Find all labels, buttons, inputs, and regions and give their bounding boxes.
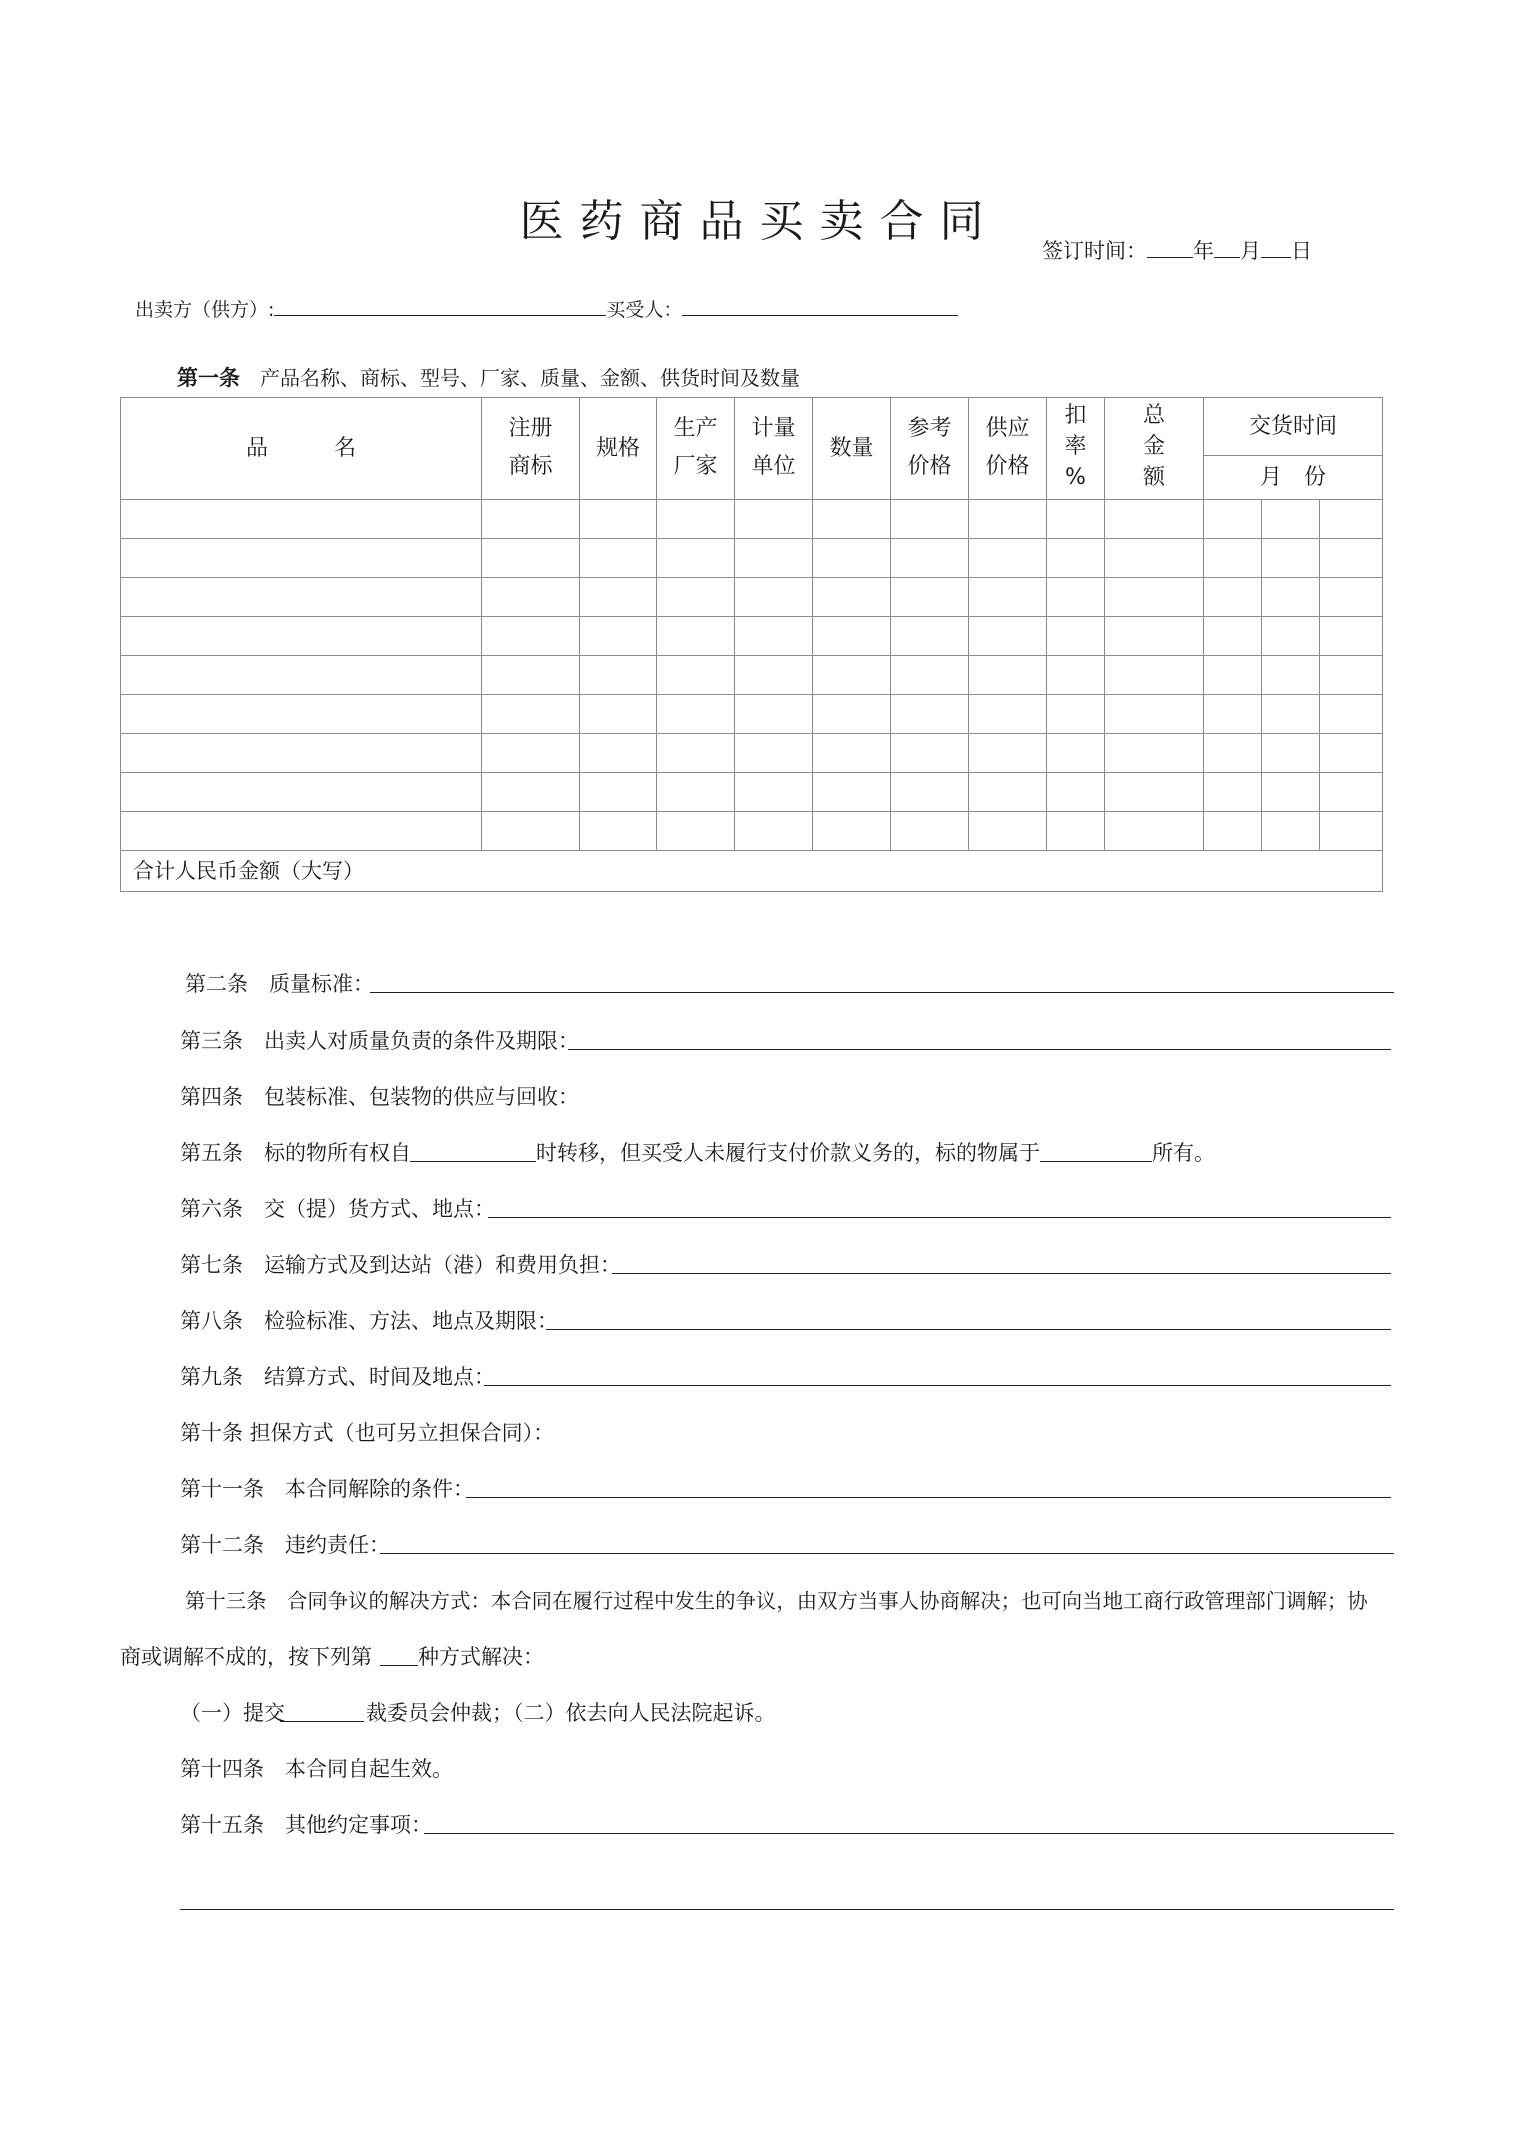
table-cell[interactable]: [1320, 773, 1383, 812]
table-cell[interactable]: [891, 656, 969, 695]
article-5-text-a: 第五条 标的物所有权自: [180, 1141, 411, 1165]
table-cell[interactable]: [657, 695, 735, 734]
table-cell[interactable]: [813, 695, 891, 734]
table-cell[interactable]: [1262, 695, 1320, 734]
table-cell[interactable]: [1262, 539, 1320, 578]
table-cell[interactable]: [121, 500, 482, 539]
table-cell[interactable]: [121, 578, 482, 617]
table-cell[interactable]: [813, 656, 891, 695]
header-spec: 规格: [580, 398, 657, 500]
article-4-text: 第四条 包装标准、包装物的供应与回收：: [180, 1085, 579, 1109]
sign-date-label: 签订时间：: [1042, 239, 1147, 263]
table-cell[interactable]: [1204, 773, 1262, 812]
table-row: [121, 773, 1383, 812]
table-cell[interactable]: [891, 695, 969, 734]
table-cell[interactable]: [580, 656, 657, 695]
table-cell[interactable]: [121, 734, 482, 773]
table-cell[interactable]: [891, 734, 969, 773]
table-cell[interactable]: [1204, 656, 1262, 695]
article-1-text: 产品名称、商标、型号、厂家、质量、金额、供货时间及数量: [260, 366, 800, 390]
table-cell[interactable]: [482, 656, 580, 695]
table-cell[interactable]: [1047, 734, 1105, 773]
table-row: [121, 656, 1383, 695]
sign-date: [1042, 235, 1312, 265]
table-cell[interactable]: [482, 539, 580, 578]
table-cell[interactable]: [813, 539, 891, 578]
table-cell[interactable]: [735, 734, 813, 773]
table-cell[interactable]: [121, 812, 482, 851]
table-cell[interactable]: [1262, 617, 1320, 656]
article-7-text: 第七条 运输方式及到达站（港）和费用负担：: [180, 1253, 621, 1277]
table-cell[interactable]: [1047, 500, 1105, 539]
day-blank[interactable]: [1261, 239, 1291, 258]
table-cell[interactable]: [969, 773, 1047, 812]
article-13-text-b: 商或调解不成的，按下列第: [120, 1645, 372, 1669]
table-cell[interactable]: [657, 734, 735, 773]
table-cell[interactable]: [891, 578, 969, 617]
table-cell[interactable]: [1320, 500, 1383, 539]
article-9-text: 第九条 结算方式、时间及地点：: [180, 1365, 495, 1389]
article-8-blank[interactable]: [546, 1329, 1391, 1330]
table-cell[interactable]: [1204, 734, 1262, 773]
article-14-text: 第十四条 本合同自起生效。: [180, 1757, 453, 1781]
table-cell[interactable]: [1047, 578, 1105, 617]
table-row: [121, 812, 1383, 851]
article-13-text-d: （一）提交: [180, 1701, 285, 1725]
table-cell[interactable]: [1320, 578, 1383, 617]
table-cell[interactable]: [735, 578, 813, 617]
article-12-blank[interactable]: [380, 1553, 1394, 1554]
table-cell[interactable]: [891, 539, 969, 578]
table-cell[interactable]: [1105, 617, 1204, 656]
table-cell[interactable]: [482, 812, 580, 851]
table-cell[interactable]: [1105, 773, 1204, 812]
total-amount-row[interactable]: 合计人民币金额（大写）: [121, 851, 1383, 892]
day-label: 日: [1291, 239, 1312, 263]
seller-label: 出卖方（供方）:: [135, 299, 275, 321]
table-cell[interactable]: [1262, 656, 1320, 695]
article-1: [177, 362, 800, 392]
table-cell[interactable]: [580, 617, 657, 656]
table-cell[interactable]: [580, 578, 657, 617]
table-row: [121, 578, 1383, 617]
article-15-blank[interactable]: [424, 1833, 1394, 1834]
table-cell[interactable]: [121, 539, 482, 578]
table-cell[interactable]: [1320, 734, 1383, 773]
table-cell[interactable]: [1262, 734, 1320, 773]
table-cell[interactable]: [735, 695, 813, 734]
table-cell[interactable]: [1204, 539, 1262, 578]
article-13-arbitration-blank[interactable]: [280, 1721, 364, 1722]
table-cell[interactable]: [735, 812, 813, 851]
article-15-text: 第十五条 其他约定事项：: [180, 1813, 432, 1837]
table-cell[interactable]: [1105, 539, 1204, 578]
table-cell[interactable]: [891, 617, 969, 656]
table-cell[interactable]: [1204, 578, 1262, 617]
parties-line: [135, 295, 958, 322]
table-row: [121, 695, 1383, 734]
article-13-text-a: 第十三条 合同争议的解决方式：本合同在履行过程中发生的争议，由双方当事人协商解决；也可向当地工商行政管理部门调解；协: [185, 1589, 1368, 1613]
table-cell[interactable]: [121, 656, 482, 695]
goods-table: [120, 397, 1383, 892]
seller-blank[interactable]: [274, 297, 606, 316]
table-cell[interactable]: [580, 539, 657, 578]
article-5-blank-1[interactable]: [410, 1161, 536, 1162]
table-cell[interactable]: [657, 773, 735, 812]
table-cell[interactable]: [1320, 695, 1383, 734]
year-blank[interactable]: [1147, 239, 1193, 258]
article-13-text-c: 种方式解决：: [418, 1645, 544, 1669]
table-cell[interactable]: [482, 617, 580, 656]
table-cell[interactable]: [1204, 812, 1262, 851]
header-total: 总 金 额: [1105, 398, 1204, 500]
table-cell[interactable]: [813, 812, 891, 851]
table-cell[interactable]: [482, 695, 580, 734]
table-cell[interactable]: [121, 617, 482, 656]
table-cell[interactable]: [1105, 656, 1204, 695]
table-cell[interactable]: [1262, 812, 1320, 851]
table-cell[interactable]: [969, 656, 1047, 695]
table-cell[interactable]: [891, 812, 969, 851]
table-cell[interactable]: [1320, 617, 1383, 656]
buyer-label: 买受人：: [606, 299, 683, 321]
table-cell[interactable]: [735, 773, 813, 812]
table-cell[interactable]: [657, 539, 735, 578]
article-13-choice-blank[interactable]: [380, 1665, 418, 1666]
article-6-text: 第六条 交（提）货方式、地点：: [180, 1197, 495, 1221]
article-6-blank[interactable]: [488, 1217, 1391, 1218]
article-3-text: 第三条 出卖人对质量负责的条件及期限：: [180, 1029, 579, 1053]
table-row: [121, 617, 1383, 656]
header-qty: 数量: [813, 398, 891, 500]
table-cell[interactable]: [657, 500, 735, 539]
table-cell[interactable]: [1105, 578, 1204, 617]
table-cell[interactable]: [1262, 578, 1320, 617]
header-name: 品 名: [121, 398, 482, 500]
table-cell[interactable]: [1320, 656, 1383, 695]
article-3-blank[interactable]: [568, 1049, 1391, 1050]
table-row: [121, 500, 1383, 539]
table-cell[interactable]: [891, 500, 969, 539]
table-cell[interactable]: [969, 578, 1047, 617]
month-label: 月: [1240, 239, 1261, 263]
buyer-blank[interactable]: [682, 297, 958, 316]
table-cell[interactable]: [735, 656, 813, 695]
table-cell[interactable]: [735, 500, 813, 539]
article-5-text-c: 所有。: [1152, 1141, 1215, 1165]
table-cell[interactable]: [969, 695, 1047, 734]
table-cell[interactable]: [657, 656, 735, 695]
table-cell[interactable]: [1204, 617, 1262, 656]
table-cell[interactable]: [1105, 812, 1204, 851]
header-ref-price: 参考 价格: [891, 398, 969, 500]
month-blank[interactable]: [1214, 239, 1240, 258]
table-cell[interactable]: [482, 578, 580, 617]
table-cell[interactable]: [1047, 773, 1105, 812]
table-cell[interactable]: [657, 617, 735, 656]
article-5-text-b: 时转移，但买受人未履行支付价款义务的，标的物属于: [536, 1141, 1040, 1165]
table-cell[interactable]: [813, 500, 891, 539]
article-7-blank[interactable]: [612, 1273, 1391, 1274]
table-cell[interactable]: [1047, 539, 1105, 578]
article-9-blank[interactable]: [484, 1385, 1391, 1386]
table-cell[interactable]: [969, 539, 1047, 578]
table-cell[interactable]: [1204, 695, 1262, 734]
article-11-blank[interactable]: [466, 1497, 1391, 1498]
article-2-blank[interactable]: [370, 992, 1394, 993]
article-5-blank-2[interactable]: [1040, 1161, 1152, 1162]
table-cell[interactable]: [580, 695, 657, 734]
header-supply-price: 供应 价格: [969, 398, 1047, 500]
table-cell[interactable]: [969, 812, 1047, 851]
article-13-text-e: 裁委员会仲裁；（二）依去向人民法院起诉。: [366, 1701, 776, 1725]
table-cell[interactable]: [121, 773, 482, 812]
article-1-label: 第一条: [177, 366, 240, 390]
article-2-text: 第二条 质量标准：: [185, 972, 374, 996]
table-cell[interactable]: [1262, 500, 1320, 539]
article-11-text: 第十一条 本合同解除的条件：: [180, 1477, 474, 1501]
table-cell[interactable]: [1105, 695, 1204, 734]
table-cell[interactable]: [1105, 500, 1204, 539]
table-cell[interactable]: [580, 734, 657, 773]
table-cell[interactable]: [1047, 812, 1105, 851]
table-cell[interactable]: [482, 500, 580, 539]
table-cell[interactable]: [1047, 656, 1105, 695]
table-cell[interactable]: [1204, 500, 1262, 539]
table-row: [121, 539, 1383, 578]
article-8-text: 第八条 检验标准、方法、地点及期限：: [180, 1309, 558, 1333]
table-cell[interactable]: [482, 734, 580, 773]
header-maker: 生产 厂家: [657, 398, 735, 500]
year-label: 年: [1193, 239, 1214, 263]
header-delivery: 交货时间: [1204, 398, 1383, 456]
table-cell[interactable]: [580, 812, 657, 851]
table-cell[interactable]: [813, 578, 891, 617]
header-month: 月 份: [1204, 456, 1383, 500]
table-row: [121, 734, 1383, 773]
article-15-blank-2[interactable]: [180, 1909, 1394, 1910]
header-trademark: 注册 商标: [482, 398, 580, 500]
table-cell[interactable]: [969, 617, 1047, 656]
table-cell[interactable]: [1262, 773, 1320, 812]
table-cell[interactable]: [969, 500, 1047, 539]
header-discount: 扣 率 %: [1047, 398, 1105, 500]
table-cell[interactable]: [1047, 695, 1105, 734]
table-cell[interactable]: [580, 773, 657, 812]
article-12-text: 第十二条 违约责任：: [180, 1533, 390, 1557]
header-unit: 计量 单位: [735, 398, 813, 500]
table-cell[interactable]: [891, 773, 969, 812]
table-cell[interactable]: [1320, 812, 1383, 851]
table-cell[interactable]: [1047, 617, 1105, 656]
table-cell[interactable]: [969, 734, 1047, 773]
table-cell[interactable]: [121, 695, 482, 734]
table-cell[interactable]: [813, 734, 891, 773]
table-cell[interactable]: [735, 539, 813, 578]
table-cell[interactable]: [580, 500, 657, 539]
table-cell[interactable]: [657, 578, 735, 617]
table-cell[interactable]: [1320, 539, 1383, 578]
article-10-text: 第十条 担保方式（也可另立担保合同）：: [180, 1421, 555, 1445]
table-cell[interactable]: [813, 773, 891, 812]
table-cell[interactable]: [482, 773, 580, 812]
table-cell[interactable]: [657, 812, 735, 851]
contract-title: 医药商品买卖合同: [519, 196, 1000, 247]
table-cell[interactable]: [813, 617, 891, 656]
table-cell[interactable]: [735, 617, 813, 656]
table-cell[interactable]: [1105, 734, 1204, 773]
